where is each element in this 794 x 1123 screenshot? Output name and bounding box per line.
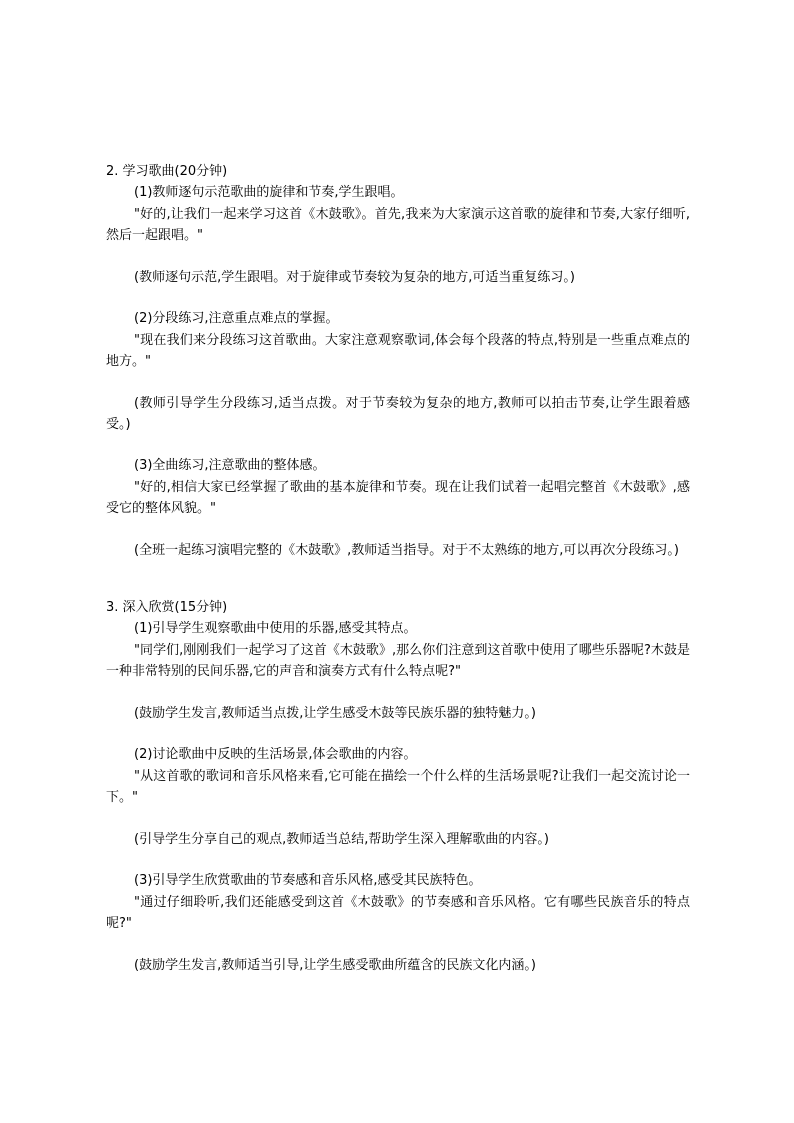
teacher-note: (教师引导学生分段练习,适当点拨。对于节奏较为复杂的地方,教师可以拍击节奏,让学生跟着感受。): [106, 396, 690, 432]
teacher-note: (教师逐句示范,学生跟唱。对于旋律或节奏较为复杂的地方,可适当重复练习。): [134, 270, 575, 285]
teacher-note: (鼓励学生发言,教师适当点拨,让学生感受木鼓等民族乐器的独特魅力。): [134, 706, 536, 721]
teacher-quote: "从这首歌的歌词和音乐风格来看,它可能在描绘一个什么样的生活场景呢?让我们一起交流讨论一下。": [106, 769, 690, 805]
section-deep-appreciation: [106, 598, 696, 976]
teacher-note: (全班一起练习演唱完整的《木鼓歌》,教师适当指导。对于不太熟练的地方,可以再次分段练习。): [134, 543, 679, 558]
step-text: (3)全曲练习,注意歌曲的整体感。: [134, 458, 326, 473]
teacher-note: (鼓励学生发言,教师适当引导,让学生感受歌曲所蕴含的民族文化内涵。): [134, 958, 536, 973]
teacher-quote: "通过仔细聆听,我们还能感受到这首《木鼓歌》的节奏感和音乐风格。它有哪些民族音乐的特点呢?": [106, 895, 690, 931]
teacher-note: (引导学生分享自己的观点,教师适当总结,帮助学生深入理解歌曲的内容。): [134, 832, 549, 847]
step-text: (1)教师逐句示范歌曲的旋律和节奏,学生跟唱。: [134, 185, 404, 200]
section-learn-song: [106, 162, 696, 561]
teacher-quote: "同学们,刚刚我们一起学习了这首《木鼓歌》,那么你们注意到这首歌中使用了哪些乐器呢?木鼓是一种非常特别的民间乐器,它的声音和演奏方式有什么特点呢?": [106, 643, 690, 679]
section-heading: 3. 深入欣赏(15分钟): [106, 600, 228, 615]
step-text: (2)分段练习,注意重点难点的掌握。: [134, 311, 339, 326]
section-heading: 2. 学习歌曲(20分钟): [106, 164, 228, 179]
step-text: (3)引导学生欣赏歌曲的节奏感和音乐风格,感受其民族特色。: [134, 873, 482, 888]
teacher-quote: "好的,相信大家已经掌握了歌曲的基本旋律和节奏。现在让我们试着一起唱完整首《木鼓歌》,感受它的整体风貌。": [106, 480, 690, 516]
teacher-quote: "现在我们来分段练习这首歌曲。大家注意观察歌词,体会每个段落的特点,特别是一些重点难点的地方。": [106, 333, 690, 369]
step-text: (2)讨论歌曲中反映的生活场景,体会歌曲的内容。: [134, 747, 417, 762]
step-text: (1)引导学生观察歌曲中使用的乐器,感受其特点。: [134, 621, 417, 636]
teacher-quote: "好的,让我们一起来学习这首《木鼓歌》。首先,我来为大家演示这首歌的旋律和节奏,大家仔细听,然后一起跟唱。": [106, 207, 690, 243]
